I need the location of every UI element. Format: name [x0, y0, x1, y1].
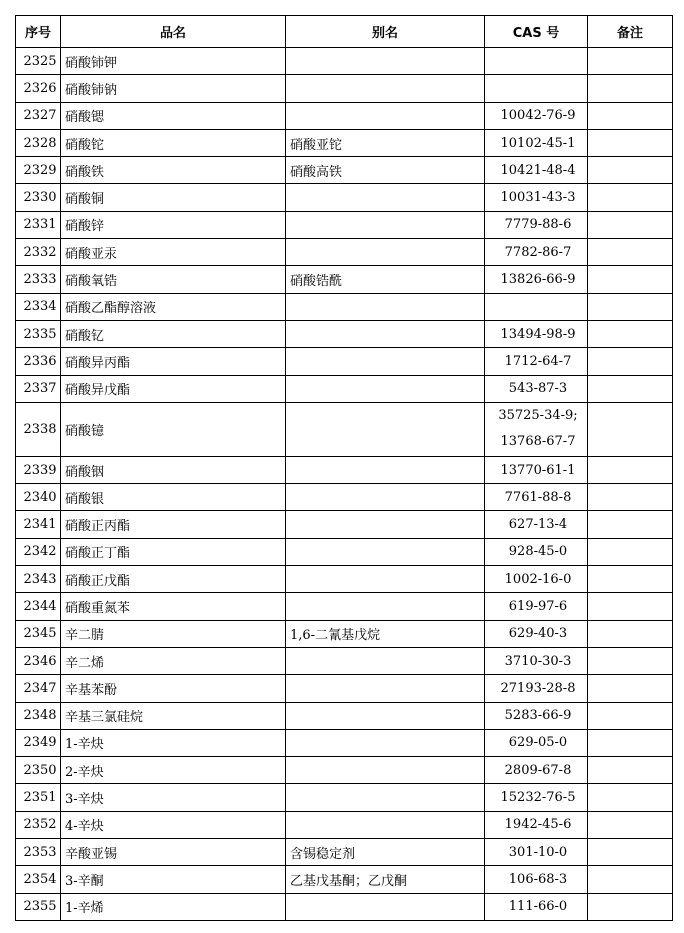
cas-number: 13826-66-9: [500, 272, 576, 288]
cell-name: 硝酸钇: [61, 320, 286, 347]
cell-seq: 2335: [16, 320, 61, 347]
cas-number: 7761-88-8: [504, 489, 572, 505]
header-seq: 序号: [16, 16, 61, 48]
cell-seq: 2350: [16, 757, 61, 784]
cell-cas: [485, 757, 588, 784]
table-row: [16, 75, 673, 102]
cell-name: 硝酸锌: [61, 211, 286, 238]
table-header-row: [16, 16, 673, 48]
cell-note: [588, 293, 673, 320]
cell-name: 1-辛炔: [61, 729, 286, 756]
cas-number: 543-87-3: [508, 381, 568, 397]
table-row: [16, 266, 673, 293]
cell-seq: 2349: [16, 729, 61, 756]
cell-cas: [485, 675, 588, 702]
cell-alias: [286, 211, 485, 238]
cell-cas: [485, 211, 588, 238]
cell-note: [588, 375, 673, 402]
cell-name: 硝酸铈钠: [61, 75, 286, 102]
cas-number: 3710-30-3: [504, 653, 572, 669]
cell-seq: 2326: [16, 75, 61, 102]
cell-note: [588, 784, 673, 811]
cell-alias: [286, 484, 485, 511]
cell-cas: [485, 320, 588, 347]
cell-name: 硝酸铈钾: [61, 48, 286, 75]
cell-seq: 2343: [16, 566, 61, 593]
cell-alias: [286, 647, 485, 674]
cell-cas: [485, 484, 588, 511]
cell-cas: [485, 375, 588, 402]
table-row: [16, 320, 673, 347]
table-row: [16, 293, 673, 320]
cell-alias: 含锡稳定剂: [286, 839, 485, 866]
cell-seq: 2329: [16, 157, 61, 184]
cas-number: 7779-88-6: [504, 217, 572, 233]
cas-number: 619-97-6: [508, 598, 568, 614]
table-row: [16, 566, 673, 593]
cell-seq: 2331: [16, 211, 61, 238]
cell-name: 辛酸亚锡: [61, 839, 286, 866]
cas-number: 629-05-0: [508, 735, 568, 751]
cell-name: 辛二烯: [61, 647, 286, 674]
cell-note: [588, 211, 673, 238]
cell-cas: [485, 784, 588, 811]
cell-note: [588, 348, 673, 375]
cell-name: 4-辛炔: [61, 811, 286, 838]
table-row: [16, 402, 673, 456]
cell-cas: [485, 48, 588, 75]
cell-name: 硝酸亚汞: [61, 239, 286, 266]
cell-alias: 硝酸高铁: [286, 157, 485, 184]
cell-note: [588, 511, 673, 538]
cell-cas: [485, 893, 588, 920]
cell-alias: 硝酸锆酰: [286, 266, 485, 293]
cell-note: [588, 566, 673, 593]
cell-seq: 2336: [16, 348, 61, 375]
cell-alias: [286, 811, 485, 838]
cell-alias: [286, 511, 485, 538]
cell-note: [588, 129, 673, 156]
cell-note: [588, 157, 673, 184]
cell-alias: [286, 293, 485, 320]
cell-alias: 乙基戊基酮；乙戊酮: [286, 866, 485, 893]
cell-cas: [485, 102, 588, 129]
cell-alias: [286, 702, 485, 729]
cell-note: [588, 320, 673, 347]
cell-note: [588, 593, 673, 620]
cell-name: 硝酸正戊酯: [61, 566, 286, 593]
cell-cas: [485, 402, 588, 456]
cell-seq: 2330: [16, 184, 61, 211]
cell-seq: 2338: [16, 402, 61, 456]
cell-note: [588, 702, 673, 729]
cell-seq: 2351: [16, 784, 61, 811]
cell-note: [588, 811, 673, 838]
cas-number: 10421-48-4: [500, 162, 576, 178]
cell-seq: 2341: [16, 511, 61, 538]
table-row: [16, 811, 673, 838]
table-row: [16, 239, 673, 266]
cell-cas: [485, 647, 588, 674]
cell-alias: [286, 893, 485, 920]
table-row: [16, 866, 673, 893]
cell-cas: [485, 157, 588, 184]
cell-note: [588, 48, 673, 75]
cell-alias: [286, 75, 485, 102]
cell-alias: [286, 784, 485, 811]
cell-alias: [286, 239, 485, 266]
cell-cas: [485, 184, 588, 211]
cas-number: 1002-16-0: [504, 571, 572, 587]
table-row: [16, 375, 673, 402]
cell-seq: 2332: [16, 239, 61, 266]
cas-number: 627-13-4: [508, 517, 568, 533]
cell-seq: 2328: [16, 129, 61, 156]
cell-cas: [485, 75, 588, 102]
cell-note: [588, 75, 673, 102]
document-page: [15, 15, 673, 921]
cell-alias: [286, 48, 485, 75]
cell-cas: [485, 456, 588, 483]
cas-number: 111-66-0: [508, 899, 568, 915]
table-row: [16, 456, 673, 483]
table-row: [16, 647, 673, 674]
cell-name: 硝酸银: [61, 484, 286, 511]
cell-seq: 2352: [16, 811, 61, 838]
cell-note: [588, 893, 673, 920]
table-row: [16, 620, 673, 647]
cell-seq: 2347: [16, 675, 61, 702]
cell-alias: [286, 757, 485, 784]
table-row: [16, 702, 673, 729]
cas-number: 10042-76-9: [500, 108, 576, 124]
cell-seq: 2339: [16, 456, 61, 483]
table-row: [16, 184, 673, 211]
cell-note: [588, 866, 673, 893]
cell-alias: [286, 348, 485, 375]
table-row: [16, 157, 673, 184]
cas-number: 13768-67-7: [500, 434, 576, 450]
table-row: [16, 48, 673, 75]
cell-name: 硝酸正丙酯: [61, 511, 286, 538]
table-row: [16, 784, 673, 811]
table-row: [16, 593, 673, 620]
cell-cas: [485, 811, 588, 838]
table-row: [16, 757, 673, 784]
header-alias: 别名: [286, 16, 485, 48]
cell-name: 硝酸铊: [61, 129, 286, 156]
cell-note: [588, 184, 673, 211]
cas-number: 1712-64-7: [504, 353, 572, 369]
header-name: 品名: [61, 16, 286, 48]
cas-number: 301-10-0: [508, 844, 568, 860]
cell-alias: [286, 675, 485, 702]
cell-name: 硝酸铜: [61, 184, 286, 211]
table-row: [16, 511, 673, 538]
cas-number: 629-40-3: [508, 626, 568, 642]
cell-note: [588, 757, 673, 784]
cell-alias: [286, 729, 485, 756]
table-row: [16, 893, 673, 920]
cell-name: 辛基苯酚: [61, 675, 286, 702]
cell-name: 硝酸重氮苯: [61, 593, 286, 620]
cell-seq: 2355: [16, 893, 61, 920]
cell-name: 辛二腈: [61, 620, 286, 647]
cell-name: 硝酸铟: [61, 456, 286, 483]
cell-seq: 2353: [16, 839, 61, 866]
cell-note: [588, 484, 673, 511]
cell-alias: [286, 538, 485, 565]
cas-number: 10031-43-3: [500, 190, 576, 206]
table-body: [16, 48, 673, 921]
cas-number: 13494-98-9: [500, 326, 576, 342]
cell-name: 2-辛炔: [61, 757, 286, 784]
cell-cas: [485, 239, 588, 266]
cell-name: 辛基三氯硅烷: [61, 702, 286, 729]
cell-cas: [485, 348, 588, 375]
cell-cas: [485, 129, 588, 156]
cell-note: [588, 456, 673, 483]
table-row: [16, 675, 673, 702]
cell-name: 3-辛酮: [61, 866, 286, 893]
cell-note: [588, 102, 673, 129]
cell-seq: 2346: [16, 647, 61, 674]
cell-seq: 2334: [16, 293, 61, 320]
cell-note: [588, 839, 673, 866]
cell-name: 硝酸异戊酯: [61, 375, 286, 402]
table-row: [16, 839, 673, 866]
cell-note: [588, 402, 673, 456]
cell-alias: [286, 566, 485, 593]
table-row: [16, 211, 673, 238]
cell-seq: 2337: [16, 375, 61, 402]
cell-name: 硝酸乙酯醇溶液: [61, 293, 286, 320]
table-row: [16, 538, 673, 565]
cell-name: 3-辛炔: [61, 784, 286, 811]
cell-alias: [286, 375, 485, 402]
cell-seq: 2344: [16, 593, 61, 620]
cell-name: 硝酸镱: [61, 402, 286, 456]
cell-cas: [485, 729, 588, 756]
table-row: [16, 129, 673, 156]
cell-alias: 硝酸亚铊: [286, 129, 485, 156]
cell-cas: [485, 511, 588, 538]
cell-note: [588, 729, 673, 756]
cell-seq: 2348: [16, 702, 61, 729]
cell-name: 硝酸锶: [61, 102, 286, 129]
cas-number: 35725-34-9;: [498, 408, 578, 424]
cell-alias: [286, 456, 485, 483]
cell-cas: [485, 620, 588, 647]
cell-cas: [485, 866, 588, 893]
cell-cas: [485, 293, 588, 320]
cell-alias: [286, 593, 485, 620]
cell-seq: 2345: [16, 620, 61, 647]
cell-cas: [485, 702, 588, 729]
cell-alias: [286, 102, 485, 129]
cell-cas: [485, 839, 588, 866]
cas-number: 1942-45-6: [504, 817, 572, 833]
cell-cas: [485, 538, 588, 565]
cas-number: 10102-45-1: [500, 135, 576, 151]
cell-seq: 2354: [16, 866, 61, 893]
cell-seq: 2327: [16, 102, 61, 129]
cell-seq: 2325: [16, 48, 61, 75]
cell-alias: [286, 402, 485, 456]
table-row: [16, 729, 673, 756]
table-row: [16, 484, 673, 511]
cell-alias: 1,6-二氰基戊烷: [286, 620, 485, 647]
header-note: 备注: [588, 16, 673, 48]
cell-note: [588, 675, 673, 702]
cas-number: 27193-28-8: [500, 680, 576, 696]
cell-name: 硝酸氧锆: [61, 266, 286, 293]
cell-note: [588, 266, 673, 293]
table-row: [16, 102, 673, 129]
table-row: [16, 348, 673, 375]
cell-name: 1-辛烯: [61, 893, 286, 920]
cas-number: 13770-61-1: [500, 462, 576, 478]
cell-cas: [485, 266, 588, 293]
cell-note: [588, 647, 673, 674]
cas-number: 2809-67-8: [504, 762, 572, 778]
cell-note: [588, 239, 673, 266]
cell-cas: [485, 566, 588, 593]
cell-seq: 2340: [16, 484, 61, 511]
cas-number: 7782-86-7: [504, 244, 572, 260]
cas-number: 5283-66-9: [504, 708, 572, 724]
chemical-table: [15, 15, 673, 921]
cas-number: 15232-76-5: [500, 790, 576, 806]
cell-name: 硝酸正丁酯: [61, 538, 286, 565]
cas-number: 106-68-3: [508, 871, 568, 887]
header-cas: CAS 号: [485, 16, 588, 48]
cell-note: [588, 620, 673, 647]
cell-seq: 2342: [16, 538, 61, 565]
cell-seq: 2333: [16, 266, 61, 293]
cell-name: 硝酸异丙酯: [61, 348, 286, 375]
cell-alias: [286, 184, 485, 211]
cell-note: [588, 538, 673, 565]
cell-cas: [485, 593, 588, 620]
cell-name: 硝酸铁: [61, 157, 286, 184]
cell-alias: [286, 320, 485, 347]
cas-number: 928-45-0: [508, 544, 568, 560]
